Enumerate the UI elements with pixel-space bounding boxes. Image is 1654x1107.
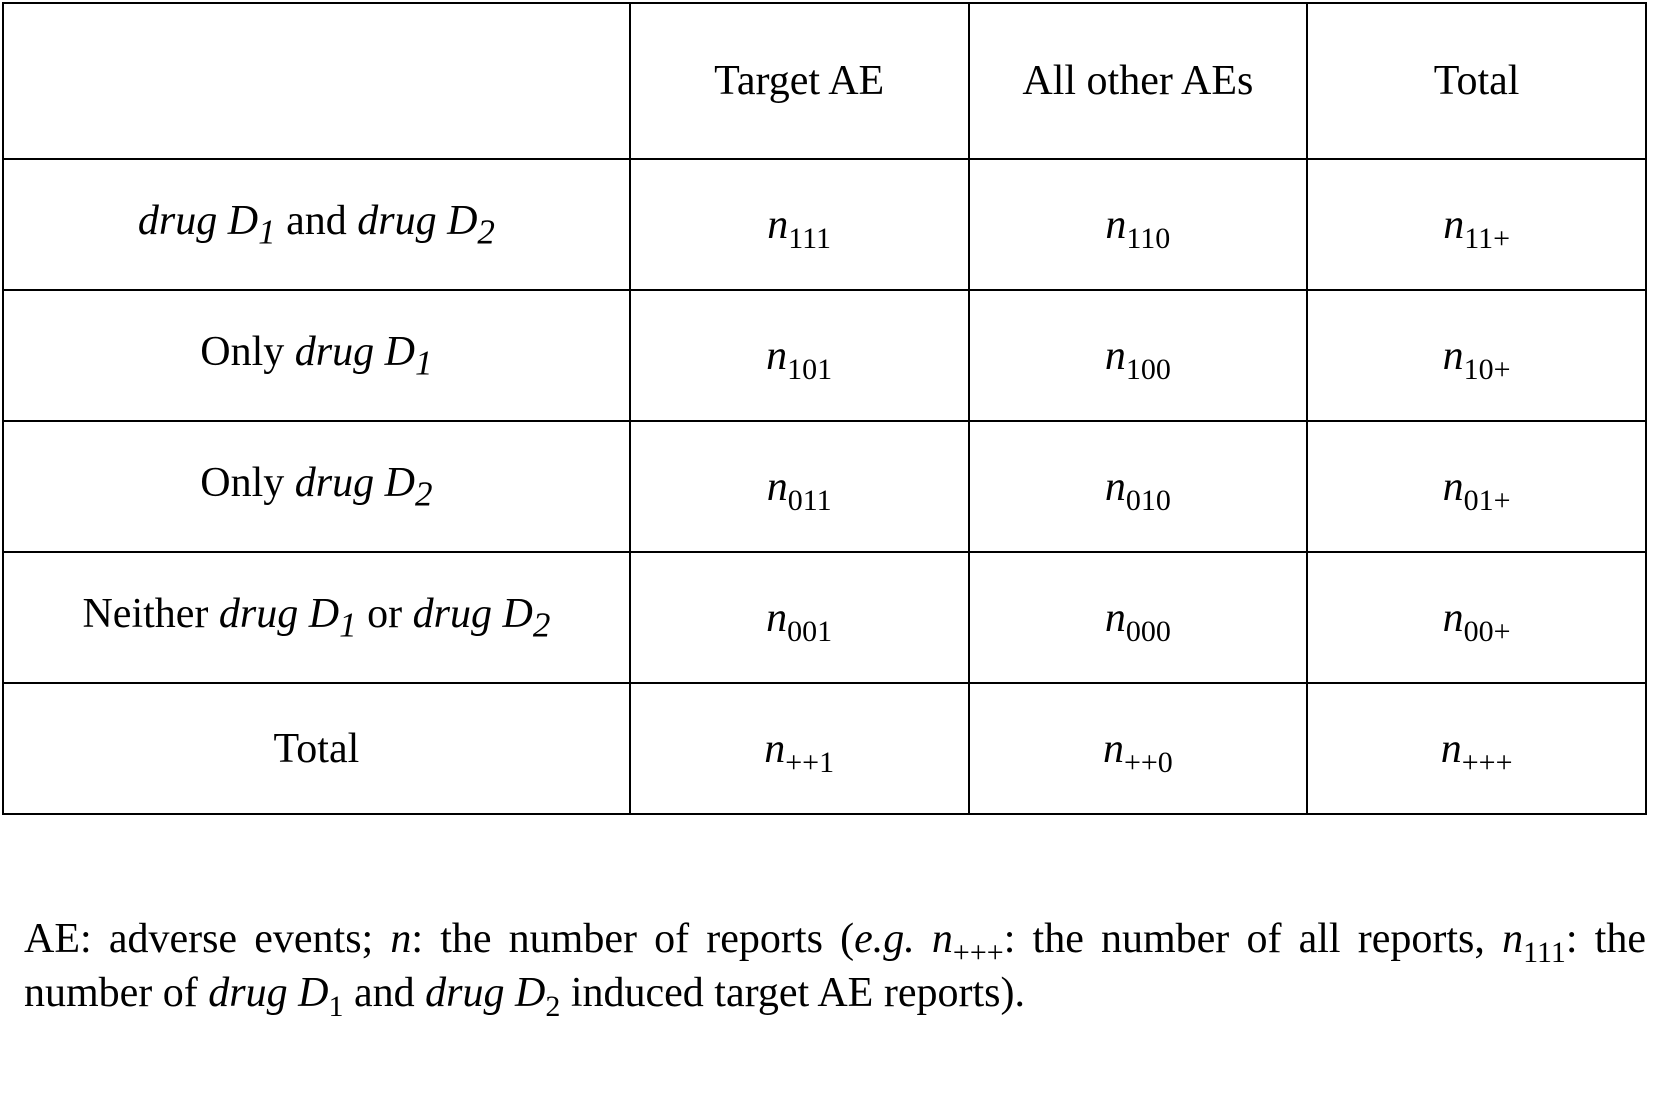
table-row bbox=[3, 421, 1646, 552]
count-cell bbox=[969, 421, 1308, 552]
subscript: 1 bbox=[339, 605, 357, 645]
subscript: 000 bbox=[1125, 614, 1171, 648]
math-symbol: $n_{+++}$ bbox=[931, 916, 1004, 969]
subscript: 2 bbox=[415, 474, 433, 514]
count-symbol: $n_{++0}$ bbox=[1102, 725, 1173, 779]
count-cell bbox=[630, 290, 969, 421]
count-symbol: $n_{001}$ bbox=[766, 594, 833, 648]
math-symbol: $D_2$ bbox=[384, 459, 433, 514]
header-row bbox=[3, 3, 1646, 159]
table-row-total bbox=[3, 683, 1646, 814]
math-symbol: drug bbox=[412, 590, 492, 637]
subscript: +++ bbox=[1461, 745, 1513, 779]
subscript: ++0 bbox=[1123, 745, 1173, 779]
table-row bbox=[3, 290, 1646, 421]
text-run bbox=[374, 329, 385, 375]
math-symbol: e.g. bbox=[854, 916, 915, 962]
count-cell bbox=[969, 683, 1308, 814]
subscript: 010 bbox=[1125, 483, 1171, 517]
subscript: +++ bbox=[952, 936, 1004, 969]
subscript: 100 bbox=[1125, 352, 1171, 386]
text-run: : the number of reports ( bbox=[411, 916, 855, 962]
math-symbol: drug bbox=[357, 197, 437, 244]
subscript: 1 bbox=[328, 990, 344, 1023]
subscript: 1 bbox=[258, 212, 276, 252]
count-cell bbox=[1307, 683, 1646, 814]
count-cell bbox=[630, 683, 969, 814]
header-target-ae: Target AE bbox=[630, 3, 969, 159]
subscript: 10+ bbox=[1463, 352, 1511, 386]
subscript: 1 bbox=[415, 343, 433, 383]
math-symbol: drug bbox=[294, 459, 375, 506]
subscript: 11+ bbox=[1464, 221, 1511, 255]
math-symbol: $D_1$ bbox=[308, 590, 357, 645]
subscript: 01+ bbox=[1463, 483, 1511, 517]
text-run: : the number of bbox=[24, 916, 1646, 1016]
table-row bbox=[3, 159, 1646, 290]
row-label bbox=[3, 683, 630, 814]
math-symbol: $n_{111}$ bbox=[1502, 916, 1566, 969]
text-run bbox=[492, 591, 503, 637]
count-cell bbox=[969, 290, 1308, 421]
subscript: 111 bbox=[1523, 936, 1566, 969]
math-symbol: $D_2$ bbox=[447, 197, 495, 252]
row-label bbox=[3, 290, 630, 421]
text-run bbox=[374, 460, 385, 506]
math-symbol: $D_2$ bbox=[515, 970, 561, 1023]
header-total: Total bbox=[1307, 3, 1646, 159]
count-cell bbox=[1307, 421, 1646, 552]
count-symbol: $n_{101}$ bbox=[766, 332, 833, 386]
subscript: 00+ bbox=[1463, 614, 1511, 648]
count-symbol: $n_{100}$ bbox=[1104, 332, 1171, 386]
count-symbol: $n_{11+}$ bbox=[1443, 201, 1511, 255]
text-run bbox=[217, 198, 228, 244]
text-run bbox=[288, 970, 299, 1016]
subscript: 111 bbox=[788, 221, 832, 255]
count-cell bbox=[630, 421, 969, 552]
math-symbol: drug bbox=[425, 970, 505, 1016]
count-cell bbox=[969, 552, 1308, 683]
subscript: 110 bbox=[1126, 221, 1171, 255]
math-symbol: $D_1$ bbox=[227, 197, 276, 252]
text-run: Neither bbox=[82, 590, 219, 637]
subscript: 2 bbox=[545, 990, 561, 1023]
text-run: and bbox=[343, 970, 426, 1016]
count-cell bbox=[1307, 290, 1646, 421]
count-symbol: $n_{+++}$ bbox=[1440, 725, 1513, 779]
text-run: Only bbox=[200, 459, 295, 506]
count-symbol: $n_{000}$ bbox=[1104, 594, 1171, 648]
count-symbol: $n_{010}$ bbox=[1104, 463, 1171, 517]
count-cell bbox=[1307, 552, 1646, 683]
count-symbol: $n_{10+}$ bbox=[1442, 332, 1511, 386]
math-symbol: $D_1$ bbox=[298, 970, 344, 1023]
text-run: and bbox=[275, 197, 358, 244]
header-other-aes: All other AEs bbox=[969, 3, 1308, 159]
row-label bbox=[3, 552, 630, 683]
count-symbol: $n_{++1}$ bbox=[764, 725, 835, 779]
count-cell bbox=[969, 159, 1308, 290]
subscript: 001 bbox=[787, 614, 833, 648]
text-run: Only bbox=[200, 328, 295, 375]
subscript: 101 bbox=[787, 352, 833, 386]
count-symbol: $n_{110}$ bbox=[1105, 201, 1171, 255]
contingency-table bbox=[2, 2, 1647, 815]
text-run: : the number of all reports, bbox=[1003, 916, 1503, 962]
count-symbol: $n_{111}$ bbox=[767, 201, 832, 255]
math-symbol: drug bbox=[137, 197, 218, 244]
text-run: or bbox=[356, 590, 413, 637]
subscript: 2 bbox=[477, 212, 495, 252]
math-symbol: drug bbox=[294, 328, 375, 375]
math-symbol: drug bbox=[208, 970, 288, 1016]
table-footnote bbox=[24, 912, 1646, 1023]
count-symbol: $n_{01+}$ bbox=[1442, 463, 1511, 517]
subscript: 011 bbox=[787, 483, 832, 517]
count-symbol: $n_{011}$ bbox=[766, 463, 832, 517]
math-symbol: drug bbox=[218, 590, 299, 637]
math-symbol: $D_2$ bbox=[502, 590, 551, 645]
count-cell bbox=[630, 552, 969, 683]
table-row bbox=[3, 552, 1646, 683]
math-symbol: $D_1$ bbox=[384, 328, 433, 383]
math-symbol: n bbox=[390, 916, 412, 962]
row-label bbox=[3, 159, 630, 290]
count-symbol: $n_{00+}$ bbox=[1442, 594, 1511, 648]
text-run: induced target AE reports). bbox=[560, 970, 1025, 1016]
text-run bbox=[437, 198, 448, 244]
text-run bbox=[915, 916, 932, 962]
count-cell bbox=[630, 159, 969, 290]
text-run: Total bbox=[273, 725, 360, 772]
count-cell bbox=[1307, 159, 1646, 290]
subscript: ++1 bbox=[785, 745, 835, 779]
header-corner-cell bbox=[3, 3, 630, 159]
text-run bbox=[505, 970, 516, 1016]
row-label bbox=[3, 421, 630, 552]
text-run: AE: adverse events; bbox=[24, 916, 391, 962]
text-run bbox=[298, 591, 309, 637]
subscript: 2 bbox=[532, 605, 551, 645]
